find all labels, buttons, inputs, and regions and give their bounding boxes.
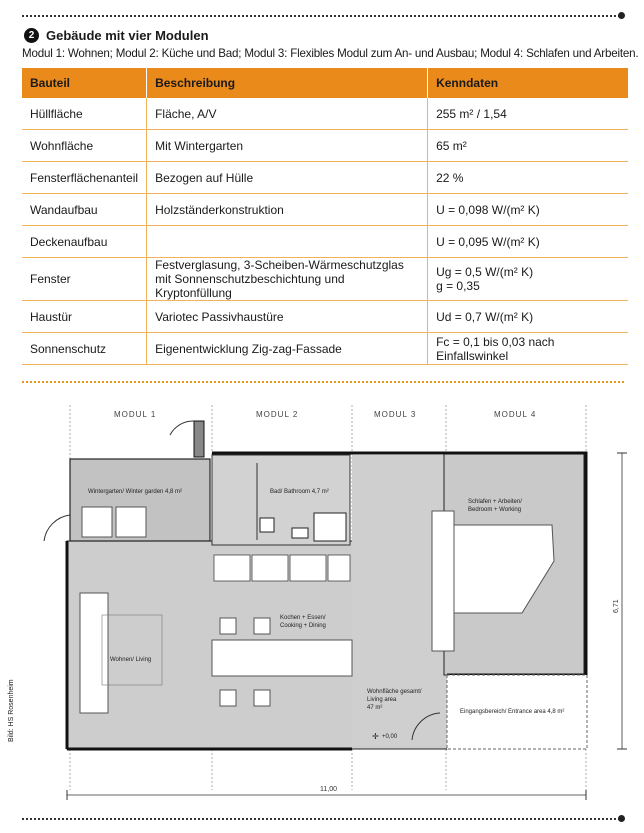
- top-divider-dot: [618, 12, 625, 19]
- table-row: [22, 258, 628, 301]
- cell-beschreibung: Mit Wintergarten: [147, 130, 428, 162]
- figure-heading: [24, 28, 209, 43]
- room-label-wohnflaeche-area: 47 m²: [367, 705, 383, 711]
- room-label-eingang: Eingangsbereich/ Entrance area 4,8 m²: [460, 709, 565, 715]
- table-row: [22, 226, 628, 258]
- cell-bauteil: Wandaufbau: [22, 194, 147, 226]
- cell-beschreibung: Eigenentwicklung Zig-zag-Fassade: [147, 333, 428, 365]
- cell-beschreibung: [147, 258, 428, 301]
- cell-kenndaten: Fc = 0,1 bis 0,03 nach Einfallswinkel: [428, 333, 628, 365]
- module-3-label: MODUL 3: [374, 410, 417, 419]
- column-header-kenndaten: Kenndaten: [428, 68, 628, 98]
- table-row: [22, 98, 628, 130]
- table-header-row: [22, 68, 628, 98]
- cell-beschreibung-line: Festverglasung, 3-Scheiben-Wärmeschutzglas: [155, 258, 404, 272]
- cell-kenndaten: U = 0,098 W/(m² K): [428, 194, 628, 226]
- room-label-kochen-en: Cooking + Dining: [280, 623, 326, 629]
- room-label-wohnflaeche: Wohnfläche gesamt/: [367, 689, 422, 695]
- cell-beschreibung: Holzständerkonstruktion: [147, 194, 428, 226]
- cell-beschreibung: Fläche, A/V: [147, 98, 428, 130]
- level-marker: +0,00: [382, 734, 398, 740]
- table-row: [22, 333, 628, 365]
- table-row: [22, 301, 628, 333]
- cell-kenndaten: U = 0,095 W/(m² K): [428, 226, 628, 258]
- table-divider: [22, 381, 624, 383]
- cell-kenndaten: 65 m²: [428, 130, 628, 162]
- top-divider: [22, 15, 624, 17]
- module-2-label: MODUL 2: [256, 410, 299, 419]
- cell-beschreibung: [147, 226, 428, 258]
- room-label-kochen: Kochen + Essen/: [280, 615, 326, 621]
- cell-kenndaten: [428, 258, 628, 301]
- cell-kenndaten: Ud = 0,7 W/(m² K): [428, 301, 628, 333]
- cell-kenndaten-line: g = 0,35: [436, 279, 480, 293]
- bottom-divider-dot: [618, 815, 625, 822]
- cell-bauteil: Hüllfläche: [22, 98, 147, 130]
- dimension-height: 6,71: [613, 599, 620, 613]
- room-label-wohnen: Wohnen/ Living: [110, 657, 152, 663]
- cell-bauteil: Sonnenschutz: [22, 333, 147, 365]
- cell-bauteil: Wohnfläche: [22, 130, 147, 162]
- cell-bauteil: Fenster: [22, 258, 147, 301]
- module-4-label: MODUL 4: [494, 410, 537, 419]
- spec-table: [22, 68, 628, 365]
- room-label-schlafen-en: Bedroom + Working: [468, 507, 522, 513]
- cell-bauteil: Fensterflächenanteil: [22, 162, 147, 194]
- cell-beschreibung: Bezogen auf Hülle: [147, 162, 428, 194]
- level-marker-icon: ✛: [372, 732, 379, 741]
- image-credit: Bild: HS Rosenheim: [8, 679, 15, 742]
- cell-beschreibung-line: mit Sonnenschutzbeschichtung und Kryptonfüllung: [155, 272, 345, 300]
- column-header-bauteil: Bauteil: [22, 68, 147, 98]
- room-label-bad: Bad/ Bathroom 4,7 m²: [270, 489, 329, 495]
- cell-bauteil: Haustür: [22, 301, 147, 333]
- table-row: [22, 194, 628, 226]
- table-row: [22, 162, 628, 194]
- cell-kenndaten-line: Ug = 0,5 W/(m² K): [436, 265, 534, 279]
- dimension-width: 11,00: [320, 786, 337, 793]
- figure-subtitle: Modul 1: Wohnen; Modul 2: Küche und Bad; Modul 3: Flexibles Modul zum An- und Ausbau; Modul 4: Schlafen und Arbeiten.: [22, 47, 639, 60]
- module-1-label: MODUL 1: [114, 410, 157, 419]
- room-label-wohnflaeche-en: Living area: [367, 697, 397, 703]
- cell-kenndaten: 255 m² / 1,54: [428, 98, 628, 130]
- table-row: [22, 130, 628, 162]
- bottom-divider: [22, 818, 624, 820]
- room-label-schlafen: Schlafen + Arbeiten/: [468, 499, 522, 505]
- figure-title: Gebäude mit vier Modulen: [46, 28, 209, 43]
- cell-bauteil: Deckenaufbau: [22, 226, 147, 258]
- cell-kenndaten: 22 %: [428, 162, 628, 194]
- figure-number-badge: 2: [24, 28, 39, 43]
- cell-beschreibung: Variotec Passivhaustüre: [147, 301, 428, 333]
- floor-plan: [22, 395, 632, 810]
- room-label-wintergarten: Wintergarten/ Winter garden 4,8 m²: [88, 489, 183, 495]
- column-header-beschreibung: Beschreibung: [147, 68, 428, 98]
